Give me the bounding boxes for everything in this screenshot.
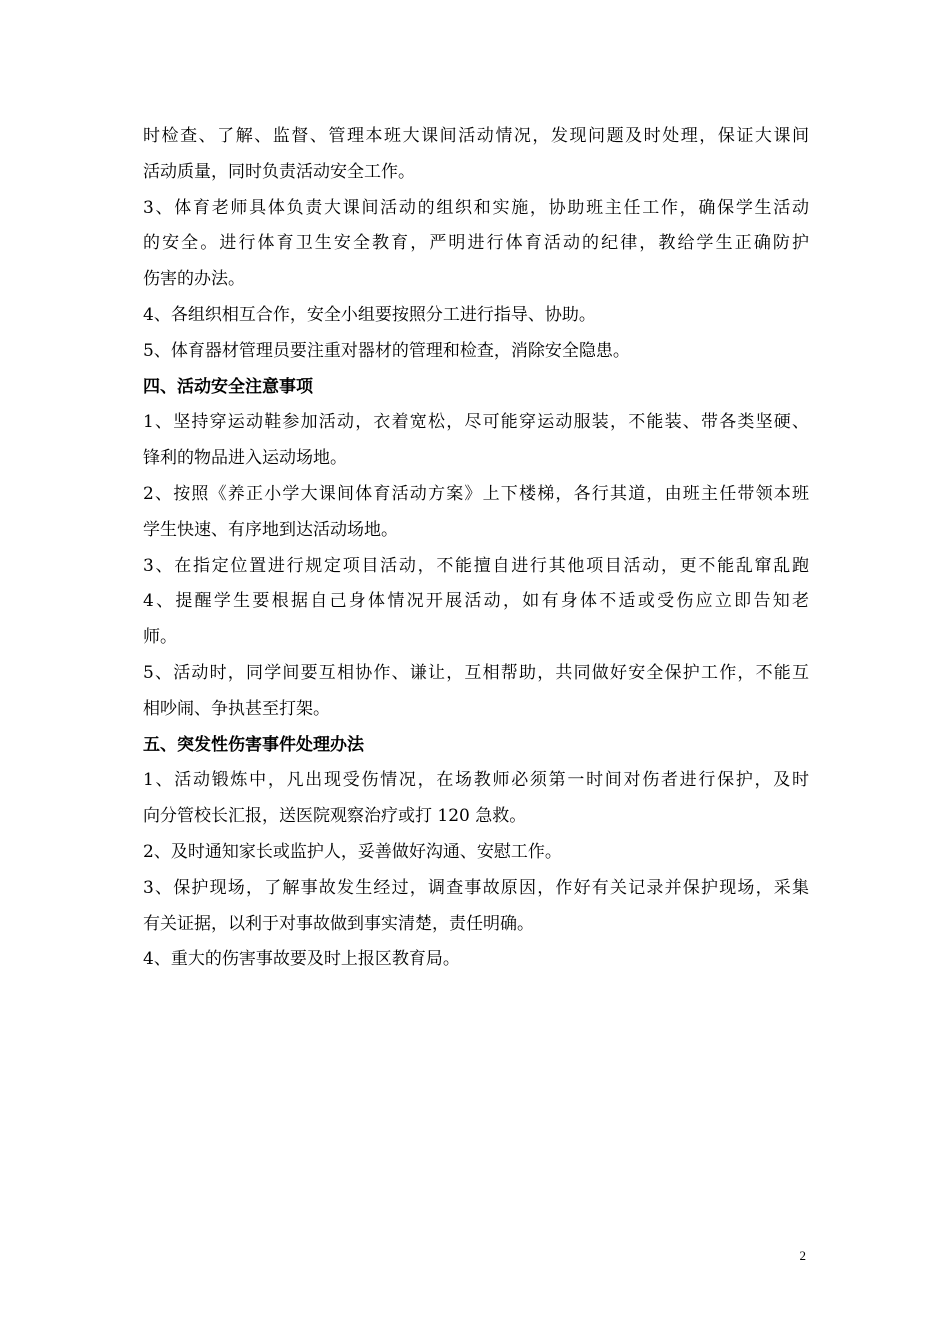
text-line: 3、保护现场，了解事故发生经过，调查事故原因，作好有关记录并保护现场，采集	[143, 877, 809, 898]
text-line: 伤害的办法。	[143, 269, 245, 290]
section-heading: 五、突发性伤害事件处理办法	[143, 734, 364, 755]
document-body	[143, 119, 809, 978]
section-heading: 四、活动安全注意事项	[143, 376, 313, 397]
text-line: 2、按照《养正小学大课间体育活动方案》上下楼梯，各行其道，由班主任带领本班	[143, 483, 809, 504]
text-line: 2、及时通知家长或监护人，妥善做好沟通、安慰工作。	[143, 841, 562, 862]
text-line: 有关证据，以利于对事故做到事实清楚，责任明确。	[143, 913, 534, 934]
text-line: 锋利的物品进入运动场地。	[143, 448, 347, 469]
page-number: 2	[799, 1248, 806, 1263]
text-line: 5、体育器材管理员要注重对器材的管理和检查，消除安全隐患。	[143, 340, 630, 361]
text-line: 时检查、了解、监督、管理本班大课间活动情况，发现问题及时处理，保证大课间	[143, 126, 809, 146]
text-line: 4、重大的伤害事故要及时上报区教育局。	[143, 949, 460, 970]
text-line: 师。	[143, 627, 177, 648]
text-line: 1、坚持穿运动鞋参加活动，衣着宽松，尽可能穿运动服装，不能装、带各类坚硬、	[143, 412, 809, 433]
text-line: 的安全。进行体育卫生安全教育，严明进行体育活动的纪律，教给学生正确防护	[143, 233, 809, 254]
text-line: 3、在指定位置进行规定项目活动，不能擅自进行其他项目活动，更不能乱窜乱跑	[143, 555, 809, 576]
text-line: 4、各组织相互合作，安全小组要按照分工进行指导、协助。	[143, 304, 596, 325]
text-line: 学生快速、有序地到达活动场地。	[143, 519, 398, 540]
text-line: 向分管校长汇报，送医院观察治疗或打 120 急救。	[143, 806, 527, 827]
text-line: 4、提醒学生要根据自己身体情况开展活动，如有身体不适或受伤应立即告知老	[143, 591, 809, 612]
text-line: 5、活动时，同学间要互相协作、谦让，互相帮助，共同做好安全保护工作，不能互	[143, 662, 809, 683]
text-line: 1、活动锻炼中，凡出现受伤情况，在场教师必须第一时间对伤者进行保护，及时	[143, 770, 809, 791]
text-line: 3、体育老师具体负责大课间活动的组织和实施，协助班主任工作，确保学生活动	[143, 197, 809, 218]
text-line: 相吵闹、争执甚至打架。	[143, 698, 330, 719]
text-line: 活动质量，同时负责活动安全工作。	[143, 161, 415, 182]
